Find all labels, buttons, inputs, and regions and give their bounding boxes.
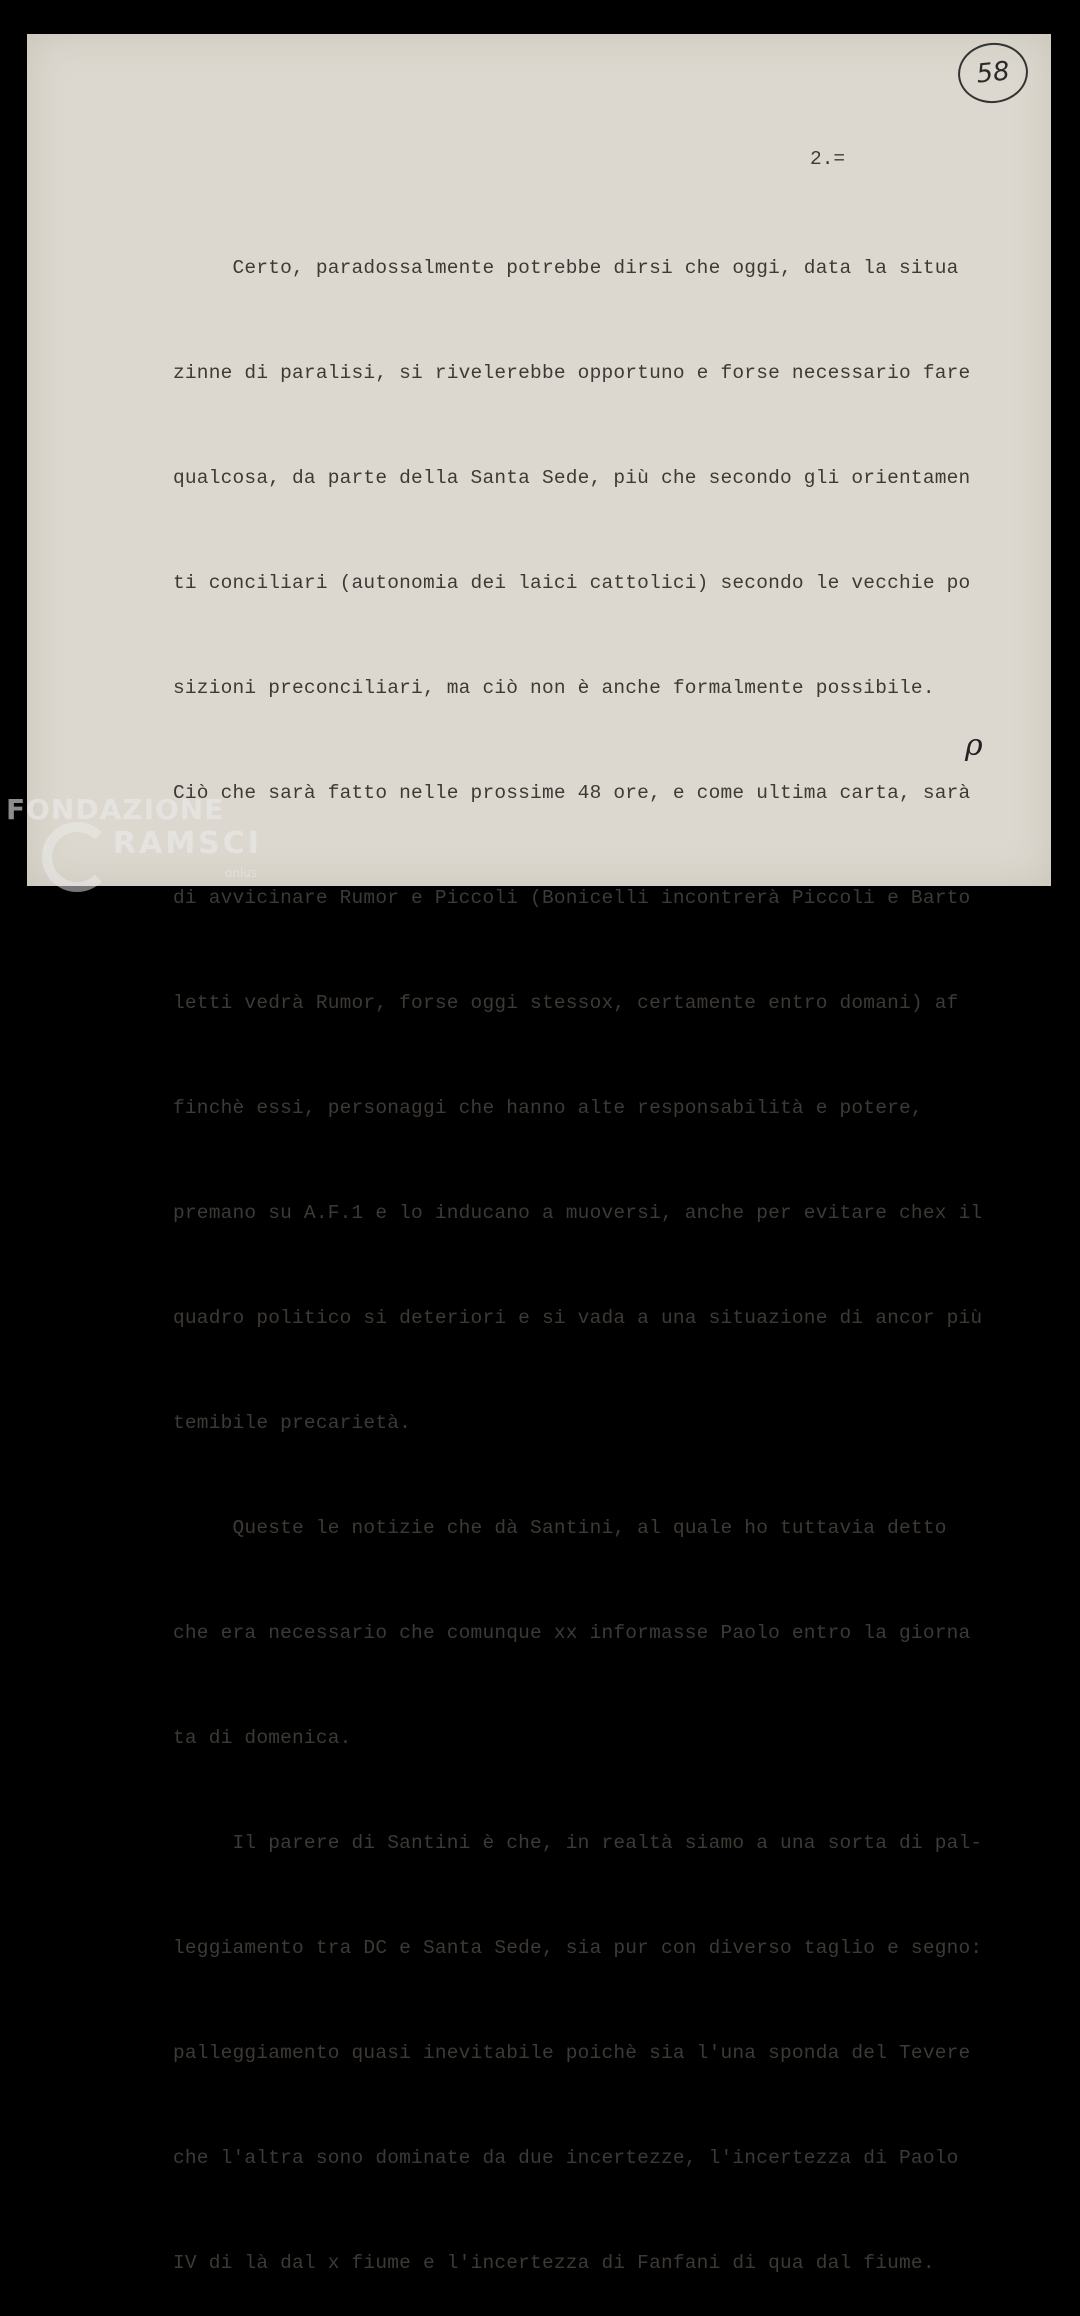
text-line: leggiamento tra DC e Santa Sede, sia pur con diverso taglio e segno: xyxy=(173,1937,983,1959)
text-line: ta di domenica. xyxy=(173,1727,352,1749)
text-line: Queste le notizie che dà Santini, al quale ho tuttavia detto xyxy=(173,1517,947,1539)
text-line: premano su A.F.1 e lo inducano a muoversi, anche per evitare chex il xyxy=(173,1202,983,1224)
watermark-fondazione: FONDAZIONE xyxy=(6,793,225,826)
text-line: di avvicinare Rumor e Piccoli (Bonicelli incontrerà Piccoli e Barto xyxy=(173,887,971,909)
text-line: Certo, paradossalmente potrebbe dirsi che oggi, data la situa xyxy=(173,257,959,279)
archive-number: 58 xyxy=(974,56,1012,90)
text-line: che l'altra sono dominate da due incertezze, l'incertezza di Paolo xyxy=(173,2147,959,2169)
text-line: temibile precarietà. xyxy=(173,1412,412,1434)
text-line: che era necessario che comunque xx informasse Paolo entro la giorna xyxy=(173,1622,971,1644)
watermark-onlus: onlus xyxy=(225,866,258,880)
text-line: palleggiamento quasi inevitabile poichè sia l'una sponda del Tevere xyxy=(173,2042,971,2064)
text-line: finchè essi, personaggi che hanno alte responsabilità e potere, xyxy=(173,1097,923,1119)
text-line: sizioni preconciliari, ma ciò non è anche formalmente possibile. xyxy=(173,677,935,699)
watermark-gramsci: RAMSCI xyxy=(113,826,262,861)
text-line: zinne di paralisi, si rivelerebbe opportuno e forse necessario fare xyxy=(173,362,971,384)
text-line: quadro politico si deteriori e si vada a una situazione di ancor più xyxy=(173,1307,983,1329)
text-line: ti conciliari (autonomia dei laici cattolici) secondo le vecchie po xyxy=(173,572,971,594)
text-line: IV di là dal x fiume e l'incertezza di Fanfani di qua dal fiume. xyxy=(173,2252,935,2274)
text-line: letti vedrà Rumor, forse oggi stessox, certamente entro domani) af xyxy=(173,992,959,1014)
page-label: 2.= xyxy=(810,148,846,170)
typed-body-text xyxy=(173,181,982,2316)
text-line: Ciò che sarà fatto nelle prossime 48 ore, e come ultima carta, sarà xyxy=(173,782,971,804)
text-line: qualcosa, da parte della Santa Sede, più che secondo gli orientamen xyxy=(173,467,971,489)
handwritten-correction-mark: ρ xyxy=(965,728,983,763)
text-line: Il parere di Santini è che, in realtà siamo a una sorta di pal- xyxy=(173,1832,983,1854)
watermark-g-logo xyxy=(42,822,112,892)
